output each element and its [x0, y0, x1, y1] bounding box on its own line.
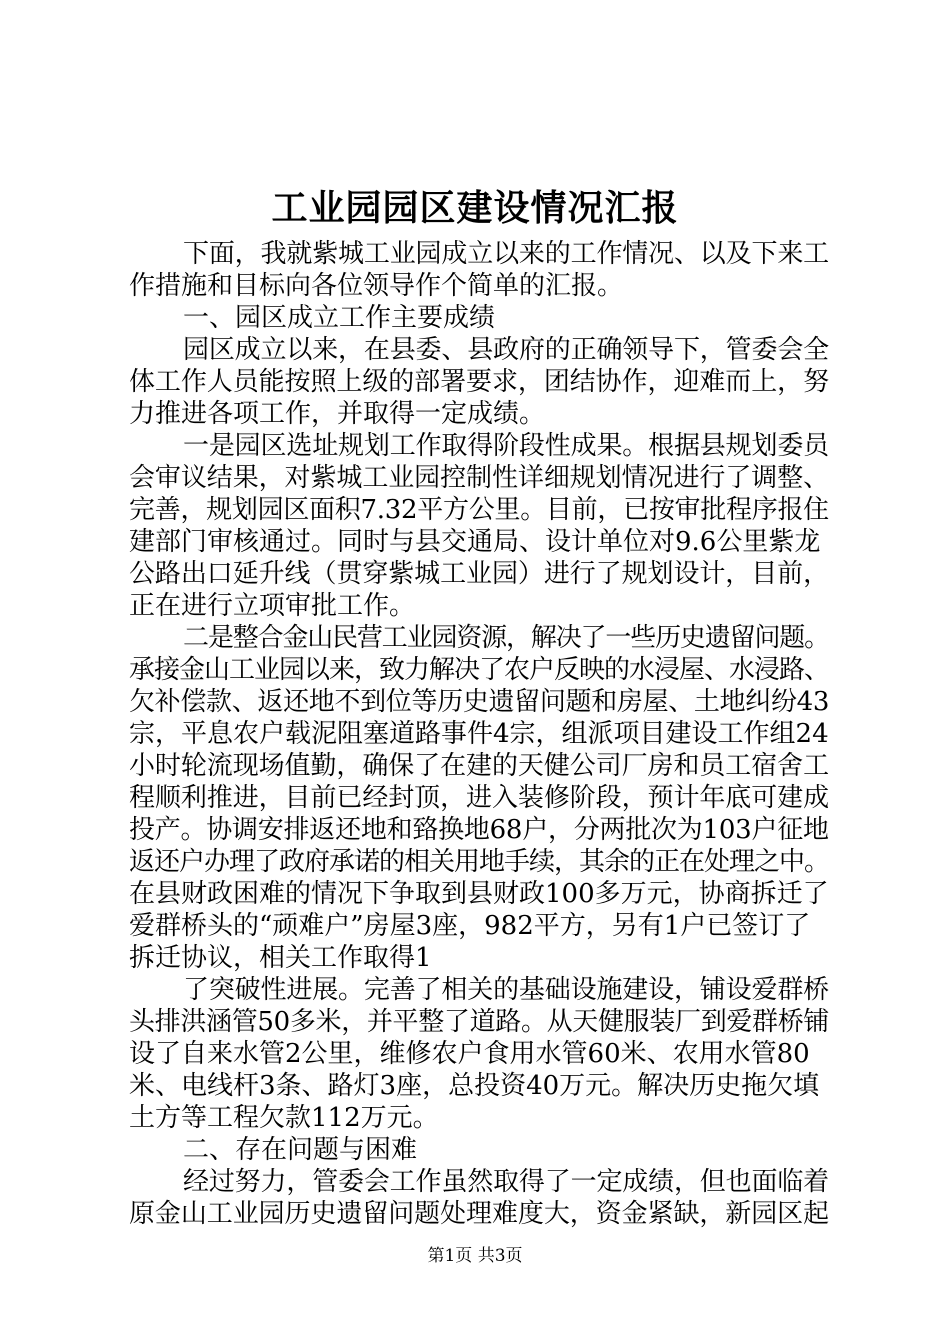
text-line: 欠补偿款、返还地不到位等历史遗留问题和房屋、土地纠纷43 — [129, 687, 830, 717]
text-line: 公路出口延升线（贯穿紫城工业园）进行了规划设计，目前， — [129, 559, 830, 589]
text-line: 头排洪涵管50多米，并平整了道路。从天健服装厂到爱群桥铺 — [129, 1007, 830, 1037]
text-line: 下面，我就紫城工业园成立以来的工作情况、以及下来工 — [183, 239, 830, 269]
text-line: 二是整合金山民营工业园资源，解决了一些历史遗留问题。 — [183, 623, 830, 653]
text-line: 程顺利推进，目前已经封顶，进入装修阶段，预计年底可建成 — [129, 783, 830, 813]
text-line: 承接金山工业园以来，致力解决了农户反映的水浸屋、水浸路、 — [129, 655, 830, 685]
text-line: 拆迁协议，相关工作取得1 — [129, 943, 432, 973]
text-line: 一、园区成立工作主要成绩 — [183, 303, 496, 333]
page-footer: 第1页 共3页 — [427, 1246, 523, 1266]
text-line: 小时轮流现场值勤，确保了在建的天健公司厂房和员工宿舍工 — [129, 751, 830, 781]
text-line: 正在进行立项审批工作。 — [129, 591, 416, 621]
text-line: 二、存在问题与困难 — [183, 1135, 418, 1165]
text-line: 体工作人员能按照上级的部署要求，团结协作，迎难而上，努 — [129, 367, 830, 397]
text-line: 会审议结果，对紫城工业园控制性详细规划情况进行了调整、 — [129, 463, 830, 493]
text-line: 园区成立以来，在县委、县政府的正确领导下，管委会全 — [183, 335, 830, 365]
text-line: 建部门审核通过。同时与县交通局、设计单位对9.6公里紫龙 — [129, 527, 821, 557]
text-line: 土方等工程欠款112万元。 — [129, 1103, 439, 1133]
text-line: 力推进各项工作，并取得一定成绩。 — [129, 399, 546, 429]
text-line: 爱群桥头的“顽难户”房屋3座，982平方，另有1户已签订了 — [129, 911, 811, 941]
text-line: 原金山工业园历史遗留问题处理难度大，资金紧缺，新园区起 — [129, 1199, 830, 1229]
text-line: 米、电线杆3条、路灯3座，总投资40万元。解决历史拖欠填 — [129, 1071, 820, 1101]
text-line: 宗，平息农户载泥阻塞道路事件4宗，组派项目建设工作组24 — [129, 719, 829, 749]
document-body — [129, 238, 829, 1230]
text-line: 返还户办理了政府承诺的相关用地手续，其余的正在处理之中。 — [129, 847, 830, 877]
text-line: 设了自来水管2公里，维修农户食用水管60米、农用水管80 — [129, 1039, 810, 1069]
text-line: 经过努力，管委会工作虽然取得了一定成绩，但也面临着 — [183, 1167, 830, 1197]
text-line: 在县财政困难的情况下争取到县财政100多万元，协商拆迁了 — [129, 879, 829, 909]
text-line: 完善，规划园区面积7.32平方公里。目前，已按审批程序报住 — [129, 495, 829, 525]
text-line: 投产。协调安排返还地和臵换地68户，分两批次为103户征地 — [129, 815, 829, 845]
text-line: 一是园区选址规划工作取得阶段性成果。根据县规划委员 — [183, 431, 830, 461]
text-line: 作措施和目标向各位领导作个简单的汇报。 — [129, 271, 624, 301]
document-title: 工业园园区建设情况汇报 — [271, 187, 679, 229]
text-line: 了突破性进展。完善了相关的基础设施建设，铺设爱群桥 — [183, 975, 830, 1005]
